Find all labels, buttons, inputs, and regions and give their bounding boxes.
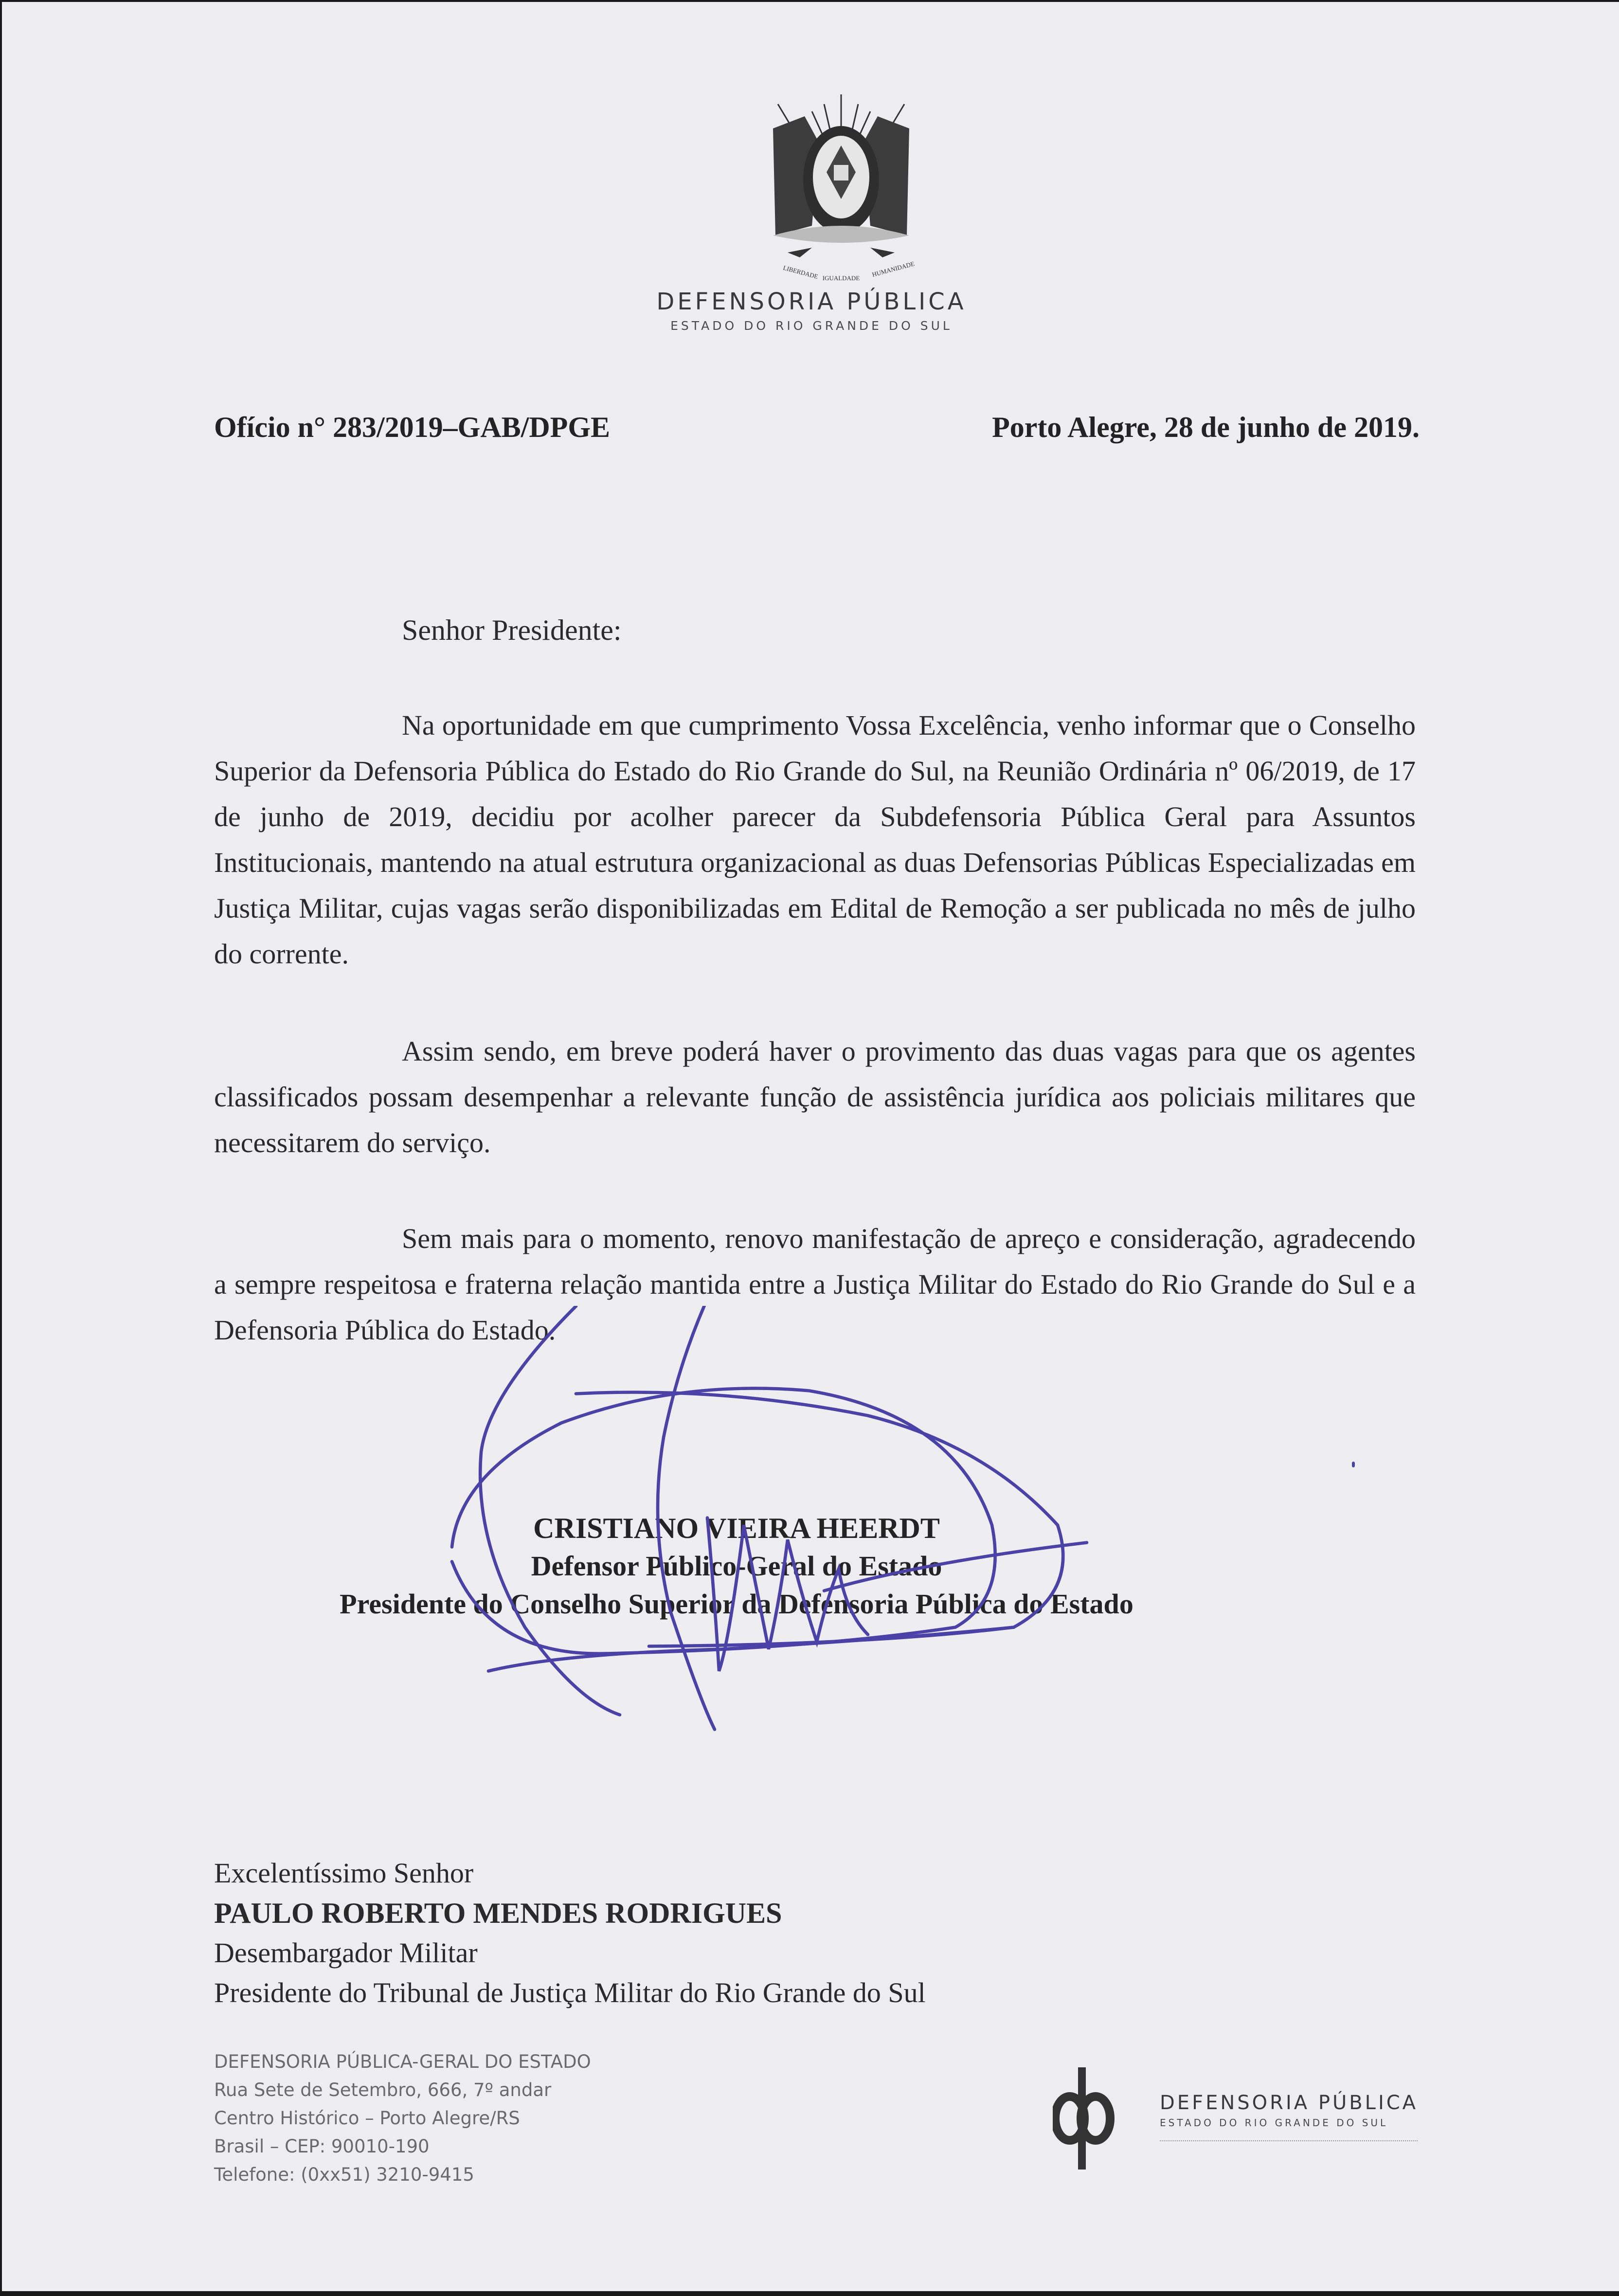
signer-name: CRISTIANO VIEIRA HEERDT (533, 1512, 940, 1544)
footer-address-line: DEFENSORIA PÚBLICA-GERAL DO ESTADO (214, 2051, 591, 2072)
org-title: DEFENSORIA PÚBLICA (656, 288, 967, 315)
signer-block (294, 1509, 1179, 1623)
footer-org-subtitle: ESTADO DO RIO GRANDE DO SUL (1160, 2117, 1388, 2129)
signer-council-title: Presidente do Conselho Superior da Defensoria Pública do Estado (340, 1588, 1133, 1620)
place-date: Porto Alegre, 28 de junho de 2019. (992, 411, 1420, 443)
ink-dot (1352, 1462, 1355, 1467)
crest-motto-left: LIBERDADE (782, 264, 819, 280)
salutation: Senhor Presidente: (402, 614, 622, 646)
letter-page (2, 2, 1619, 2291)
footer-address (214, 2048, 591, 2189)
letterhead (488, 289, 1134, 333)
coat-of-arms-icon (758, 90, 924, 284)
footer-address-line: Telefone: (0xx51) 3210-9415 (214, 2164, 474, 2185)
crest-motto-right: HUMANIDADE (871, 260, 916, 278)
body-paragraph-1: Na oportunidade em que cumprimento Vossa Excelência, venho informar que o Conselho Superior da Defensoria Pública do Estado do Rio Grande do Sul, na Reunião Ordinária nº 06/2019, de 17 de junho de 2019, decidiu por acolher parecer da Subdefensoria Pública Geral para Assuntos Institucionais, mantendo na atual estrutura organizacional as duas Defensorias Públicas Especializadas em Justiça Militar, cujas vagas serão disponibilizadas em Edital de Remoção a ser publicada no mês de julho do corrente. (214, 709, 1416, 970)
addressee-name: PAULO ROBERTO MENDES RODRIGUES (214, 1897, 782, 1929)
footer-org (1160, 2092, 1418, 2141)
footer-address-line: Centro Histórico – Porto Alegre/RS (214, 2108, 520, 2129)
body-paragraph-3: Sem mais para o momento, renovo manifestação de apreço e consideração, agradecendo a sempre respeitosa e fraterna relação mantida entre a Justiça Militar do Estado do Rio Grande do Sul e a Defensoria Pública do Estado. (214, 1223, 1416, 1346)
signer-title: Defensor Público-Geral do Estado (531, 1550, 942, 1582)
footer-divider (1160, 2140, 1418, 2141)
footer-org-title: DEFENSORIA PÚBLICA (1160, 2092, 1419, 2114)
footer-address-line: Rua Sete de Setembro, 666, 7º andar (214, 2079, 552, 2100)
addressee-block (214, 1853, 926, 2013)
org-subtitle: ESTADO DO RIO GRANDE DO SUL (670, 318, 953, 333)
body-paragraph-2: Assim sendo, em breve poderá haver o provimento das duas vagas para que os agentes classificados possam desempenhar a relevante função de assistência jurídica aos policiais militares que necessitarem do serviço. (214, 1035, 1416, 1158)
dp-logo-icon (1053, 2065, 1118, 2172)
addressee-position: Presidente do Tribunal de Justiça Militar do Rio Grande do Sul (214, 1977, 926, 2008)
reference-line (214, 411, 1420, 444)
crest-motto-center: IGUALDADE (822, 274, 860, 282)
addressee-salutation: Excelentíssimo Senhor (214, 1857, 474, 1889)
oficio-number: Ofício n° 283/2019–GAB/DPGE (214, 411, 611, 443)
addressee-role: Desembargador Militar (214, 1937, 478, 1969)
footer-address-line: Brasil – CEP: 90010-190 (214, 2136, 430, 2157)
